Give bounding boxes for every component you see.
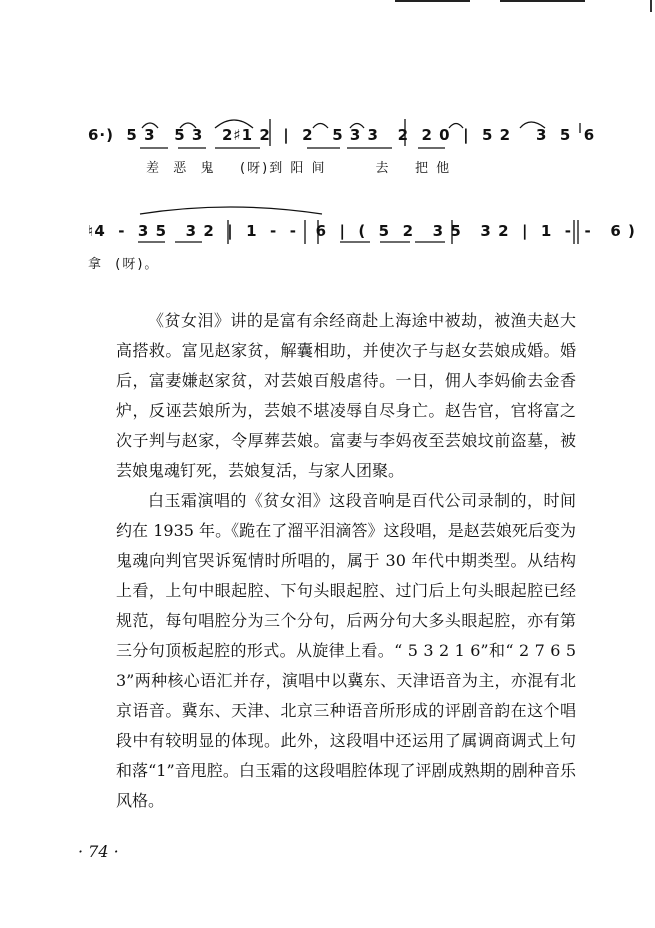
score-line-2-lyrics: 拿 (呀)。 xyxy=(88,257,160,272)
paragraph-synopsis: 《贫女泪》讲的是富有余经商赴上海途中被劫，被渔夫赵大高搭救。富见赵家贫，解囊相助，并使次子与赵女芸娘成婚。婚后，富妻嫌赵家贫，对芸娘百般虐待。一日，佣人李妈偷去金香炉，反诬芸娘所为，芸娘不堪凌辱自尽身亡。赵告官，官将富之次子判与赵家，令厚葬芸娘。富妻与李妈夜至芸娘坟前盗墓，被芸娘鬼魂钉死，芸娘复活，与家人团聚。 xyxy=(116,311,576,480)
paragraph-analysis: 白玉霜演唱的《贫女泪》这段音响是百代公司录制的，时间约在 1935 年。《跪在了溜平泪滴答》这段唱，是赵芸娘死后变为鬼魂向判官哭诉冤情时所唱的，属于 30 年代中期类型。从结构上看，上句中眼起腔、下句头眼起腔、过门后上句头眼起腔已经规范，每句唱腔分为三个分句，后两分句大多头眼起腔，亦有第三分句顶板起腔的形式。从旋律上看。“ 5 3 2 1 6”和“ 2 7 6 5 3”两种核心语汇并存，演唱中以冀东、天津语音为主，亦混有北京语音。冀东、天津、北京三种语音所形成的评剧音韵在这个唱段中有较明显的体现。此外，这段唱中还运用了属调商调式上句和落“1”音甩腔。白玉霜的这段唱腔体现了评剧成熟期的剧种音乐风格。 xyxy=(116,491,576,810)
score-line-2-notes: ♮4 - 3 5 3 2 | 1 - - 6 | ( 5 2 3 5 3 2 | 1 - - 6 ) xyxy=(88,222,636,240)
score-line-1-lyrics: 差 恶 鬼 (呀)到 阳 间 去 把 他 xyxy=(146,161,452,176)
score-line-1-notes: 6·) 5 3 5 3 2♯1 2 | 2 5 3 3 2 2 0 | 5 2 3 5 6 xyxy=(88,126,596,144)
page-number: · 74 · xyxy=(78,842,119,861)
